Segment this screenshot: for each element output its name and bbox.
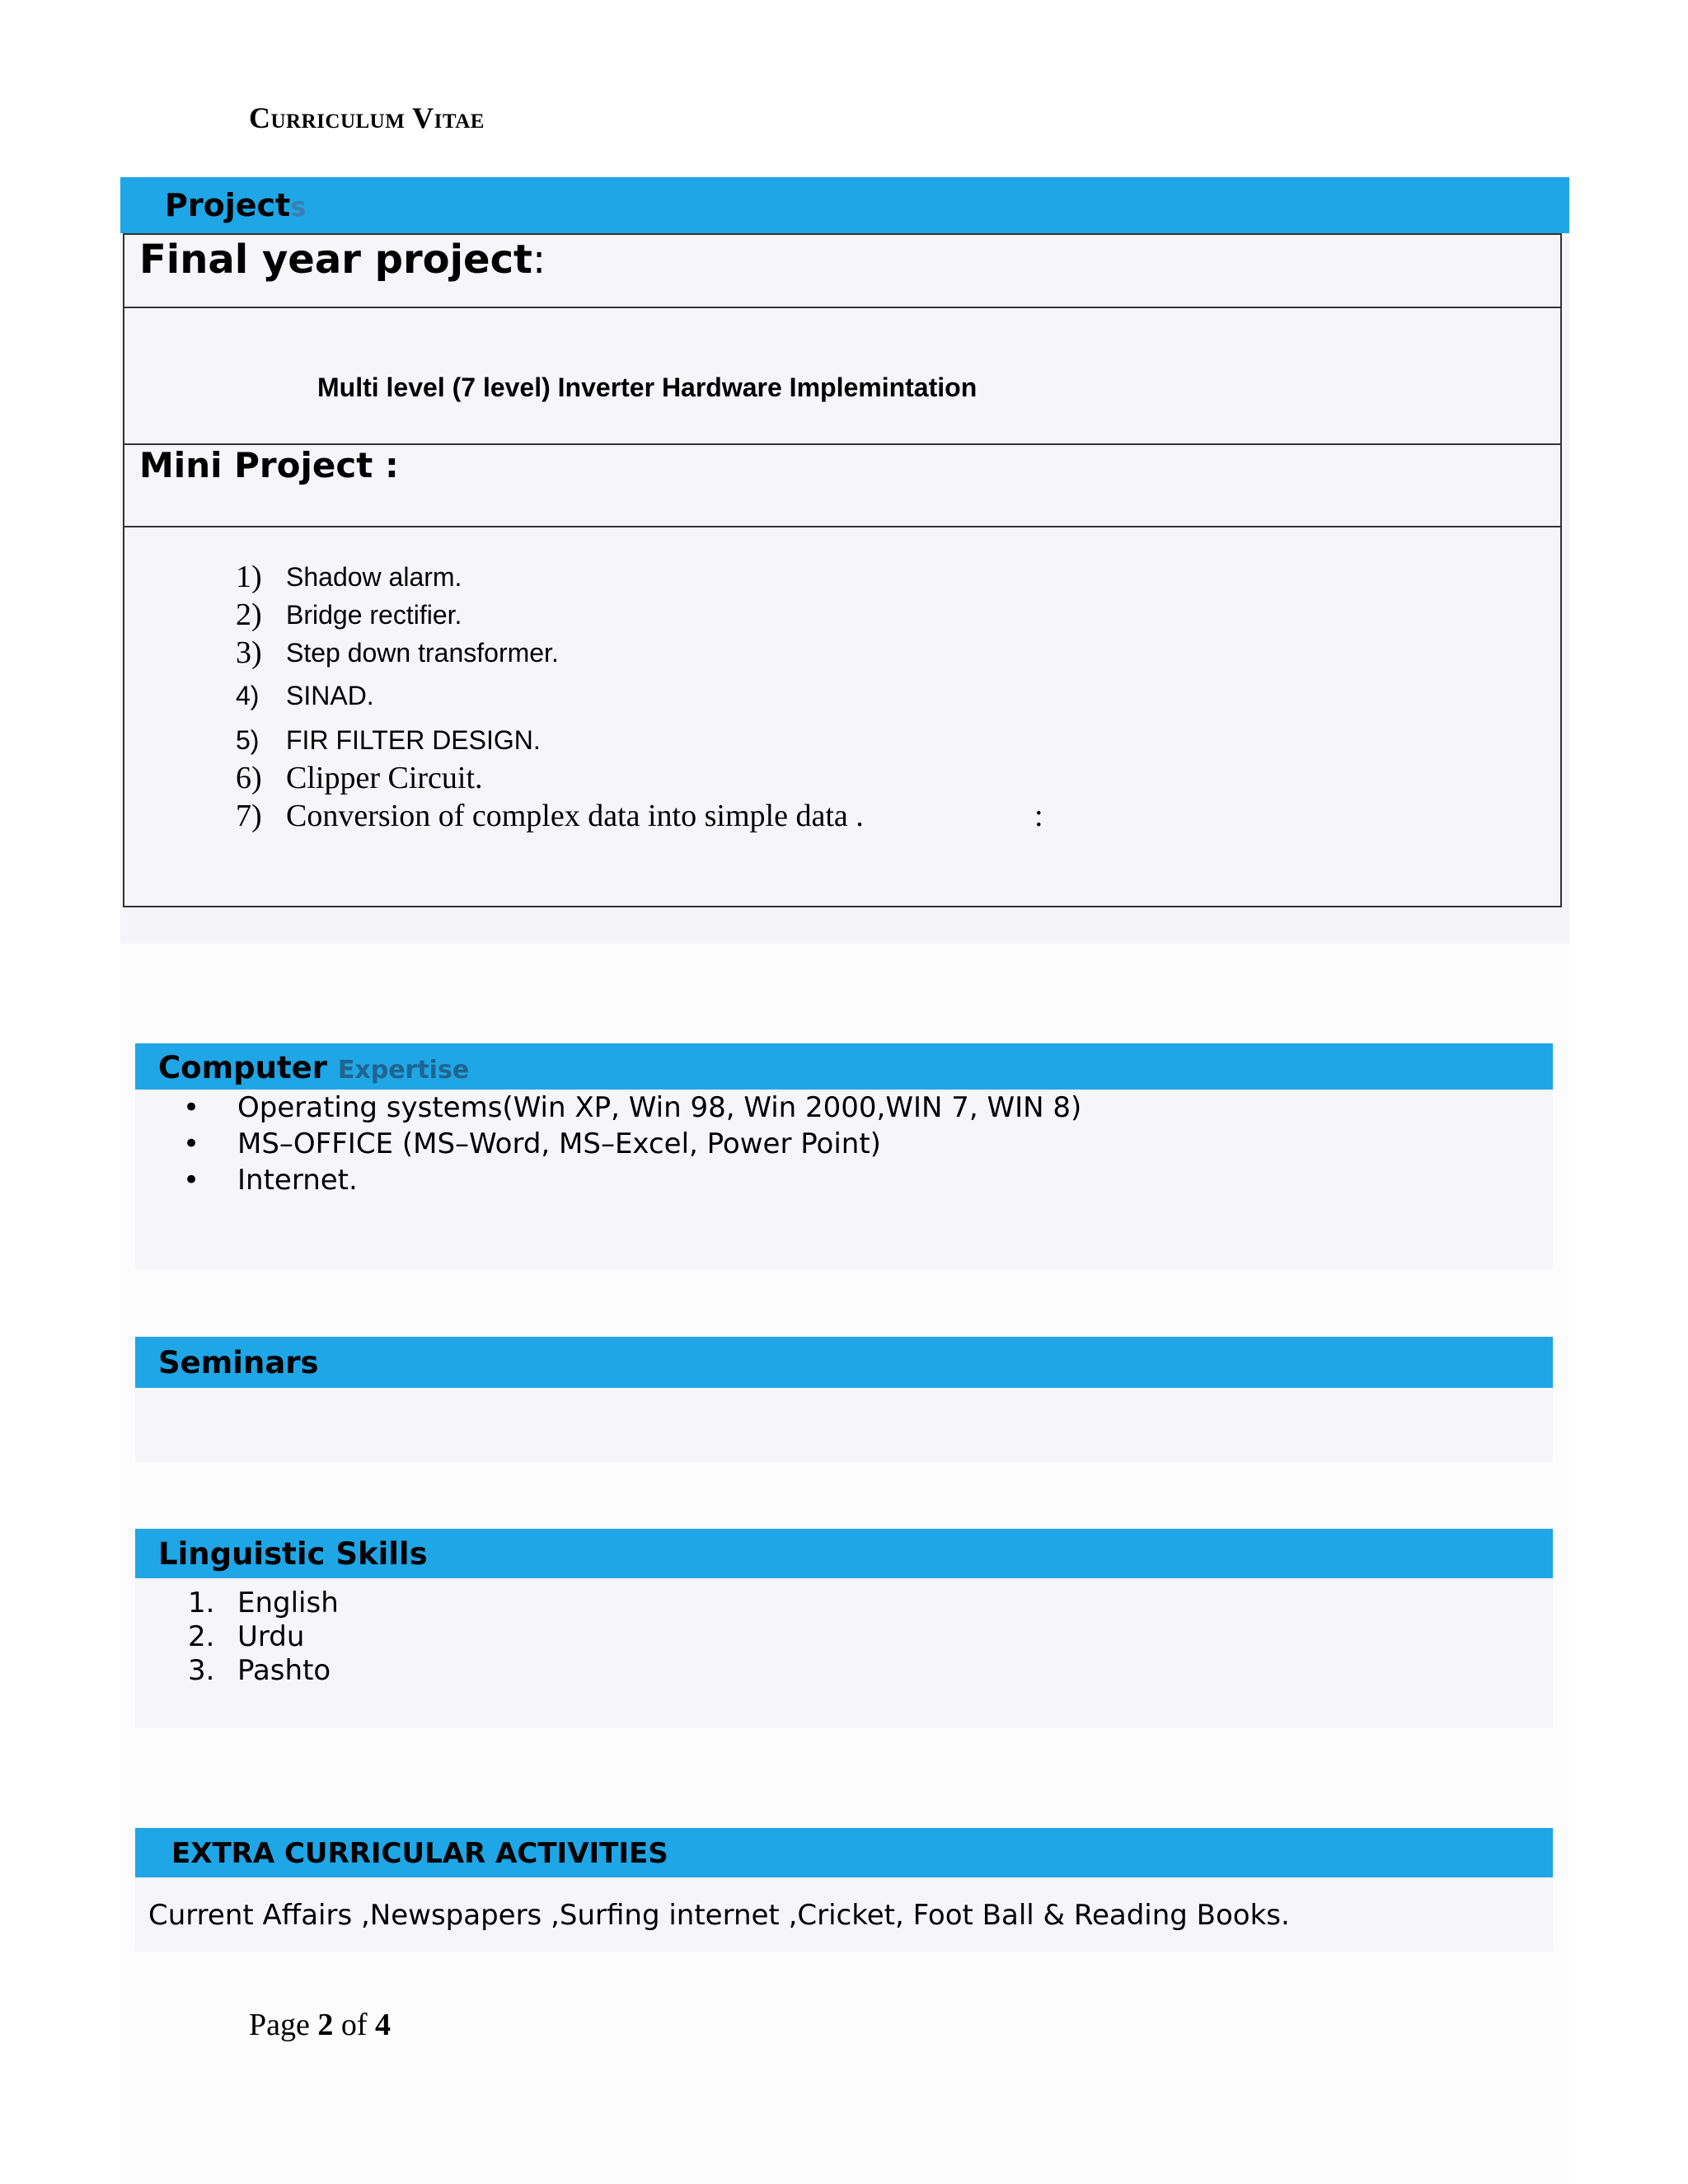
final-year-item-row [124, 308, 1560, 445]
linguistic-skills-header [135, 1529, 1553, 1578]
mini-project-heading: Mini Project : [139, 445, 399, 485]
bullet-icon: • [183, 1164, 200, 1197]
projects-table [123, 233, 1562, 907]
page-footer [249, 2007, 391, 2043]
computer-expertise-panel: • Operating systems(Win XP, Win 98, Win 2000,WIN 7, WIN 8) • MS–OFFICE (MS–Word, MS–Excel, Power Point) • Internet. [135, 1090, 1553, 1269]
computer-expertise-header [135, 1043, 1553, 1090]
computer-expertise-heading: Computer [158, 1050, 327, 1085]
seminars-header [135, 1337, 1553, 1388]
linguistic-skills-heading: Linguistic Skills [158, 1536, 428, 1572]
final-year-heading-row [124, 235, 1560, 308]
projects-header [120, 177, 1569, 233]
mini-project-heading-row [124, 445, 1560, 527]
seminars-panel [135, 1388, 1553, 1462]
computer-expertise-subheading: Expertise [337, 1056, 470, 1085]
projects-heading-suffix: s [290, 191, 307, 223]
mini-project-list-row: 1) Shadow alarm. 2) Bridge rectifier. 3) Step down transformer. 4) SINAD. 5) FIR FILTER DESIGN. 6) Clipper Circuit. 7) Conversion of complex data into simple data . : [236, 560, 1043, 833]
extra-curricular-header [135, 1828, 1553, 1877]
footer-total-pages: 4 [375, 2008, 392, 2042]
seminars-heading: Seminars [158, 1345, 319, 1380]
linguistic-skills-panel: 1. English 2. Urdu 3. Pashto [135, 1578, 1553, 1728]
extra-curricular-text: Current Affairs ,Newspapers ,Surfing internet ,Cricket, Foot Ball & Reading Books. [148, 1899, 1290, 1932]
document-title: Curriculum Vitae [249, 101, 485, 134]
footer-current-page: 2 [317, 2008, 334, 2042]
extra-curricular-heading: EXTRA CURRICULAR ACTIVITIES [171, 1837, 668, 1870]
bullet-icon: • [183, 1091, 200, 1124]
footer-prefix: Page [249, 2008, 310, 2042]
stray-colon: : [1034, 799, 1043, 833]
footer-of: of [340, 2008, 368, 2042]
projects-heading: Project [165, 187, 291, 223]
final-year-heading: Final year project: [139, 237, 546, 283]
extra-curricular-panel [135, 1877, 1553, 1952]
bullet-icon: • [183, 1127, 200, 1160]
final-year-project: Multi level (7 level) Inverter Hardware Implemintation [317, 373, 978, 402]
